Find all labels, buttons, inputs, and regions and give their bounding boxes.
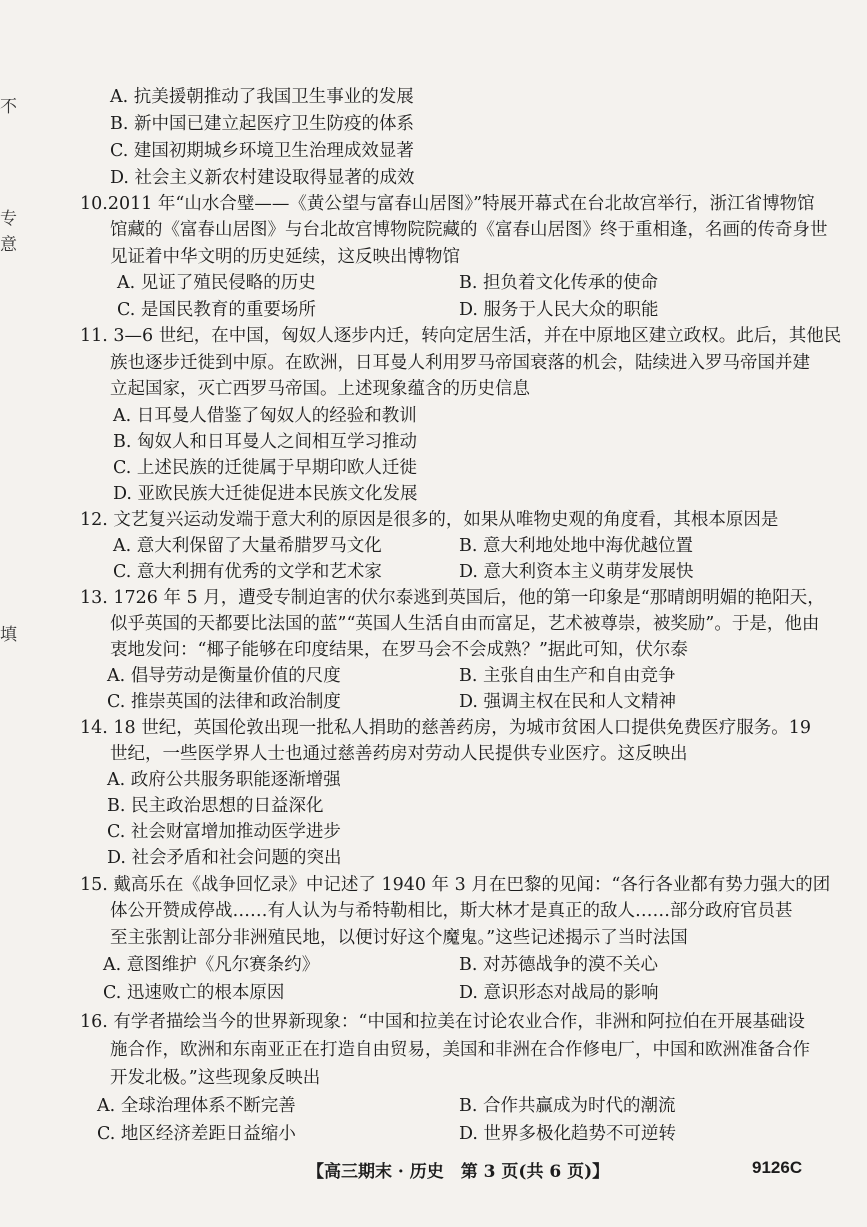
option-b: B. 新中国已建立起医疗卫生防疫的体系 [110,114,414,134]
question-text: 10.2011 年“山水合璧——《黄公望与富春山居图》”特展开幕式在台北故宫举行，浙江省博物馆 [80,194,815,214]
option-b: B. 匈奴人和日耳曼人之间相互学习推动 [113,432,417,452]
option-a: A. 政府公共服务职能逐渐增强 [107,770,341,790]
margin-mark: 不 [0,97,17,117]
option-d: D. 亚欧民族大迁徙促进本民族文化发展 [113,484,418,504]
question-text: 施合作，欧洲和东南亚正在打造自由贸易，美国和非洲在合作修电厂，中国和欧洲准备合作 [110,1040,810,1060]
option-a: A. 意大利保留了大量希腊罗马文化 [113,536,382,556]
question-text: 似乎英国的天都要比法国的蓝”“英国人生活自由而富足，艺术被尊崇，被奖励”。于是，他由 [110,614,820,634]
option-c: C. 意大利拥有优秀的文学和艺术家 [113,562,382,582]
question-text: 11. 3—6 世纪，在中国，匈奴人逐步内迁，转向定居生活，并在中原地区建立政权。此后，其他民 [80,326,842,346]
option-a: A. 抗美援朝推动了我国卫生事业的发展 [110,87,414,107]
question-text: 馆藏的《富春山居图》与台北故宫博物院院藏的《富春山居图》终于重相逢，名画的传奇身世 [110,220,828,240]
question-text: 12. 文艺复兴运动发端于意大利的原因是很多的，如果从唯物史观的角度看，其根本原因是 [80,510,779,530]
option-b: B. 意大利地处地中海优越位置 [459,536,693,556]
option-c: C. 社会财富增加推动医学进步 [107,822,341,842]
option-a: A. 全球治理体系不断完善 [97,1096,296,1116]
option-d: D. 强调主权在民和人文精神 [459,692,677,712]
question-text: 立起国家，灭亡西罗马帝国。上述现象蕴含的历史信息 [110,379,530,399]
option-b: B. 合作共赢成为时代的潮流 [459,1096,676,1116]
margin-mark: 填 [0,625,17,645]
option-a: A. 见证了殖民侵略的历史 [117,273,316,293]
question-text: 见证着中华文明的历史延续，这反映出博物馆 [110,247,460,267]
option-c: C. 上述民族的迁徙属于早期印欧人迁徙 [113,458,417,478]
question-text: 世纪，一些医学界人士也通过慈善药房对劳动人民提供专业医疗。这反映出 [110,744,688,764]
option-d: D. 意识形态对战局的影响 [459,983,659,1003]
option-d: D. 服务于人民大众的职能 [459,300,659,320]
question-text: 衷地发问：“椰子能够在印度结果，在罗马会不会成熟？”据此可知，伏尔泰 [110,640,688,660]
question-text: 开发北极。”这些现象反映出 [110,1068,321,1088]
option-b: B. 主张自由生产和自由竞争 [459,666,676,686]
question-text: 16. 有学者描绘当今的世界新现象：“中国和拉美在讨论农业合作，非洲和阿拉伯在开展基础设 [80,1012,805,1032]
option-a: A. 倡导劳动是衡量价值的尺度 [107,666,341,686]
option-c: C. 推崇英国的法律和政治制度 [107,692,341,712]
option-c: C. 建国初期城乡环境卫生治理成效显著 [110,141,414,161]
option-d: D. 社会主义新农村建设取得显著的成效 [110,168,415,188]
option-c: C. 迅速败亡的根本原因 [103,983,285,1003]
option-d: D. 意大利资本主义萌芽发展快 [459,562,694,582]
option-d: D. 世界多极化趋势不可逆转 [459,1124,677,1144]
option-c: C. 是国民教育的重要场所 [117,300,316,320]
option-a: A. 日耳曼人借鉴了匈奴人的经验和教训 [113,406,417,426]
option-b: B. 担负着文化传承的使命 [459,273,658,293]
option-d: D. 社会矛盾和社会问题的突出 [107,848,342,868]
margin-mark: 意 [0,235,17,255]
question-text: 至主张割让部分非洲殖民地，以便讨好这个魔鬼。”这些记述揭示了当时法国 [110,928,688,948]
page-footer: 【高三期末 · 历史 第 3 页(共 6 页)】 [307,1162,610,1182]
option-a: A. 意图维护《凡尔赛条约》 [103,955,320,975]
option-b: B. 民主政治思想的日益深化 [107,796,324,816]
question-text: 15. 戴高乐在《战争回忆录》中记述了 1940 年 3 月在巴黎的见闻：“各行各业都有势力强大的团 [80,875,831,895]
question-text: 族也逐步迁徙到中原。在欧洲，日耳曼人利用罗马帝国衰落的机会，陆续进入罗马帝国并建 [110,353,810,373]
question-text: 体公开赞成停战……有人认为与希特勒相比，斯大林才是真正的敌人……部分政府官员甚 [110,901,793,921]
question-text: 14. 18 世纪，英国伦敦出现一批私人捐助的慈善药房，为城市贫困人口提供免费医疗服务。19 [80,718,811,738]
option-c: C. 地区经济差距日益缩小 [97,1124,296,1144]
option-b: B. 对苏德战争的漠不关心 [459,955,658,975]
margin-mark: 专 [0,209,17,229]
question-text: 13. 1726 年 5 月，遭受专制迫害的伏尔泰逃到英国后，他的第一印象是“那晴朗明媚的艳阳天， [80,588,825,608]
exam-code: 9126C [752,1158,803,1177]
